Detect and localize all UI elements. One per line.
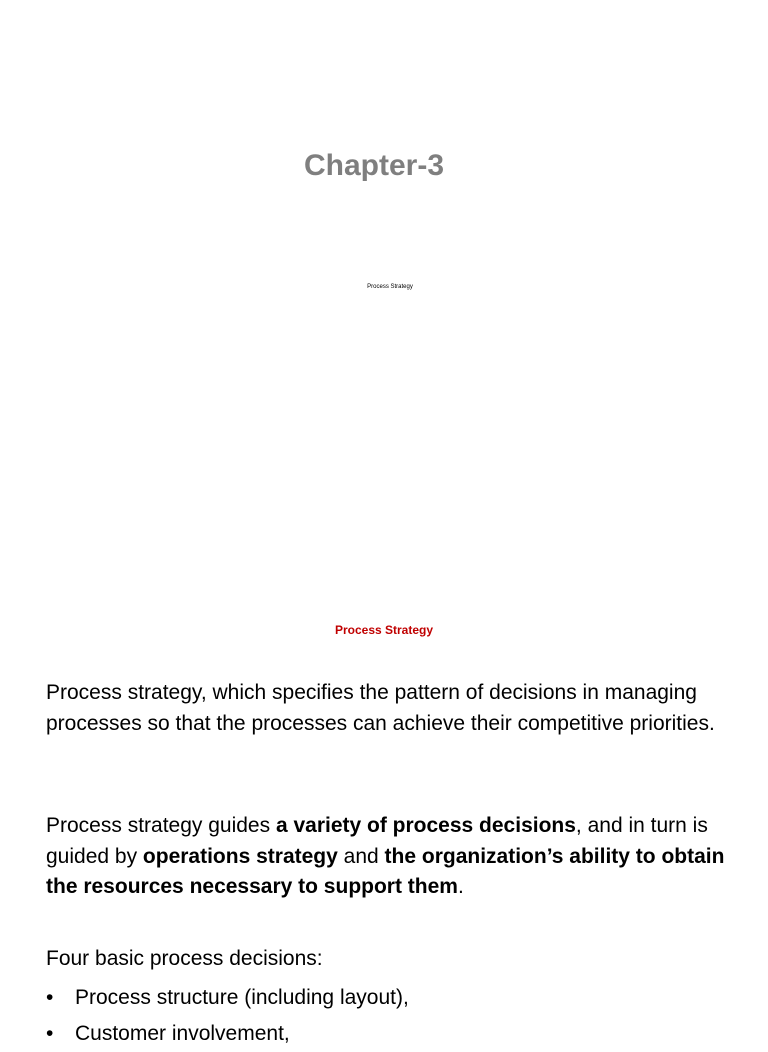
paragraph-guidance <box>46 811 726 903</box>
list-item-label: Customer involvement, <box>75 1022 290 1045</box>
chapter-title: Chapter-3 <box>303 149 445 182</box>
list-item <box>46 980 726 1016</box>
list-item-label: Process structure (including layout), <box>75 986 409 1009</box>
paragraph-guidance-text-2: , and in turn is guided by <box>46 814 708 868</box>
paragraph-guidance-text-4: . <box>457 875 464 898</box>
list-item <box>46 1016 726 1052</box>
chapter-subtitle: Process Strategy <box>367 284 413 290</box>
paragraph-guidance-bold-1: a variety of process decisions <box>275 814 576 837</box>
bullet-icon: • <box>46 986 54 1009</box>
decisions-list <box>46 980 726 1052</box>
paragraph-guidance-bold-2: operations strategy <box>142 844 338 868</box>
section-heading: Process Strategy <box>334 623 434 637</box>
paragraph-guidance-text-3: and <box>337 844 385 868</box>
paragraph-decisions-intro: Four basic process decisions: <box>46 947 323 970</box>
bullet-icon: • <box>46 1022 54 1045</box>
paragraph-guidance-bold-3: the organization’s ability to obtain the resources necessary to support them <box>46 844 725 898</box>
paragraph-guidance-text-1: Process strategy guides <box>46 814 276 837</box>
paragraph-definition: Process strategy, which specifies the pattern of decisions in managing processes so that the processes can achieve their competitive priorities. <box>46 681 715 735</box>
